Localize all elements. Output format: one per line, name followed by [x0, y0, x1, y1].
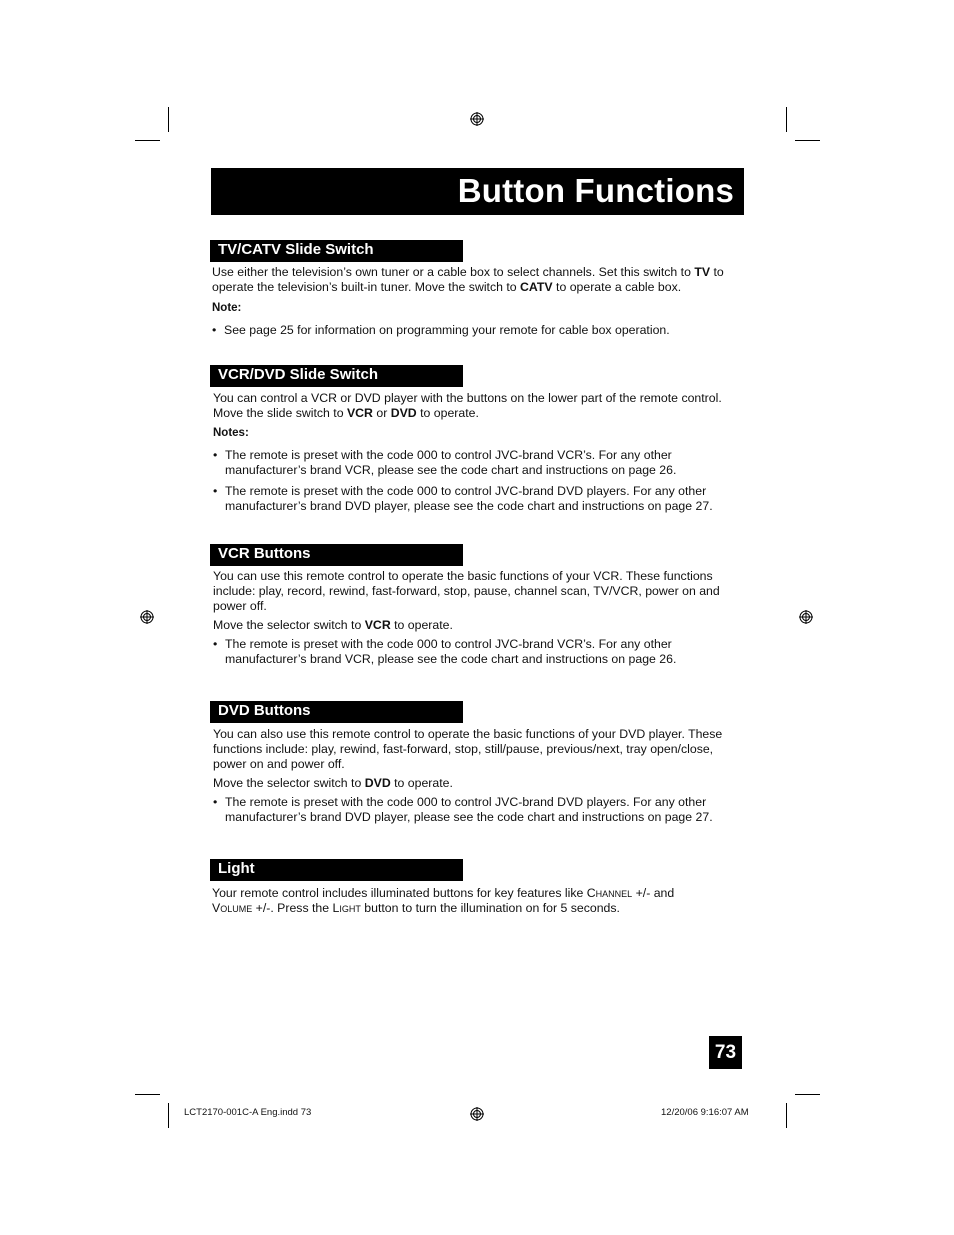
vcr-buttons-selector-text: Move the selector switch to VCR to operate. — [213, 618, 453, 632]
light-paragraph: Your remote control includes illuminated buttons for key features like Channel +/- and Volume +/-. Press the Light button to turn the illumination on for 5 seconds. — [212, 886, 675, 915]
dvd-buttons-paragraph: You can also use this remote control to operate the basic functions of your DVD player. These functions include: play, rewind, fast-forward, stop, still/pause, previous/next, tray open/close, power on and power off. — [213, 727, 723, 771]
section-heading-tv-catv: TV/CATV Slide Switch — [210, 240, 463, 262]
tv-catv-paragraph: Use either the television’s own tuner or a cable box to select channels. Set this switch to TV to operate the television’s built-in tuner. Move the switch to CATV to operate a cable box. — [212, 265, 724, 294]
registration-mark-icon — [140, 610, 154, 624]
crop-mark — [135, 140, 160, 141]
vcr-dvd-notes-label: Notes: — [213, 427, 249, 439]
section-heading-light: Light — [210, 859, 463, 881]
list-item: • The remote is preset with the code 000 to control JVC-brand VCR’s. For any other manufacturer’s brand VCR, please see the code chart and instructions on page 26. — [213, 637, 677, 666]
vcr-buttons-paragraph: You can use this remote control to operate the basic functions of your VCR. These functions include: play, record, rewind, fast-forward, stop, pause, channel scan, TV/VCR, power on and power off. — [213, 569, 720, 613]
list-item: • The remote is preset with the code 000 to control JVC-brand DVD players. For any other manufacturer’s brand DVD player, please see the code chart and instructions on page 27. — [213, 484, 713, 513]
crop-mark — [786, 1103, 787, 1128]
footer-file-info: LCT2170-001C-A Eng.indd 73 — [184, 1107, 312, 1118]
crop-mark — [168, 107, 169, 132]
crop-mark — [795, 140, 820, 141]
footer-timestamp: 12/20/06 9:16:07 AM — [661, 1107, 749, 1118]
list-item: • The remote is preset with the code 000 to control JVC-brand VCR’s. For any other manufacturer’s brand VCR, please see the code chart and instructions on page 26. — [213, 448, 677, 477]
crop-mark — [168, 1103, 169, 1128]
page-title: Button Functions — [457, 172, 734, 209]
tv-catv-note-label: Note: — [212, 302, 242, 314]
list-item: • See page 25 for information on programming your remote for cable box operation. — [212, 323, 670, 337]
dvd-buttons-selector-text: Move the selector switch to DVD to operate. — [213, 776, 453, 790]
bullet-marker: • — [212, 323, 217, 337]
section-heading-dvd-buttons: DVD Buttons — [210, 701, 463, 723]
page-number: 73 — [709, 1036, 742, 1069]
section-heading-vcr-dvd: VCR/DVD Slide Switch — [210, 365, 463, 387]
bullet-marker: • — [213, 795, 218, 809]
bullet-marker: • — [213, 448, 218, 462]
crop-mark — [786, 107, 787, 132]
list-item: • The remote is preset with the code 000 to control JVC-brand DVD players. For any other manufacturer’s brand DVD player, please see the code chart and instructions on page 27. — [213, 795, 713, 824]
bullet-marker: • — [213, 637, 218, 651]
crop-mark — [795, 1094, 820, 1095]
bullet-marker: • — [213, 484, 218, 498]
registration-mark-icon — [470, 112, 484, 126]
registration-mark-icon — [799, 610, 813, 624]
vcr-dvd-paragraph: You can control a VCR or DVD player with the buttons on the lower part of the remote control. Move the slide switch to VCR or DVD to operate. — [213, 391, 722, 420]
crop-mark — [135, 1094, 160, 1095]
registration-mark-icon — [470, 1107, 484, 1121]
page-title-bar — [211, 168, 744, 215]
section-heading-vcr-buttons: VCR Buttons — [210, 544, 463, 566]
